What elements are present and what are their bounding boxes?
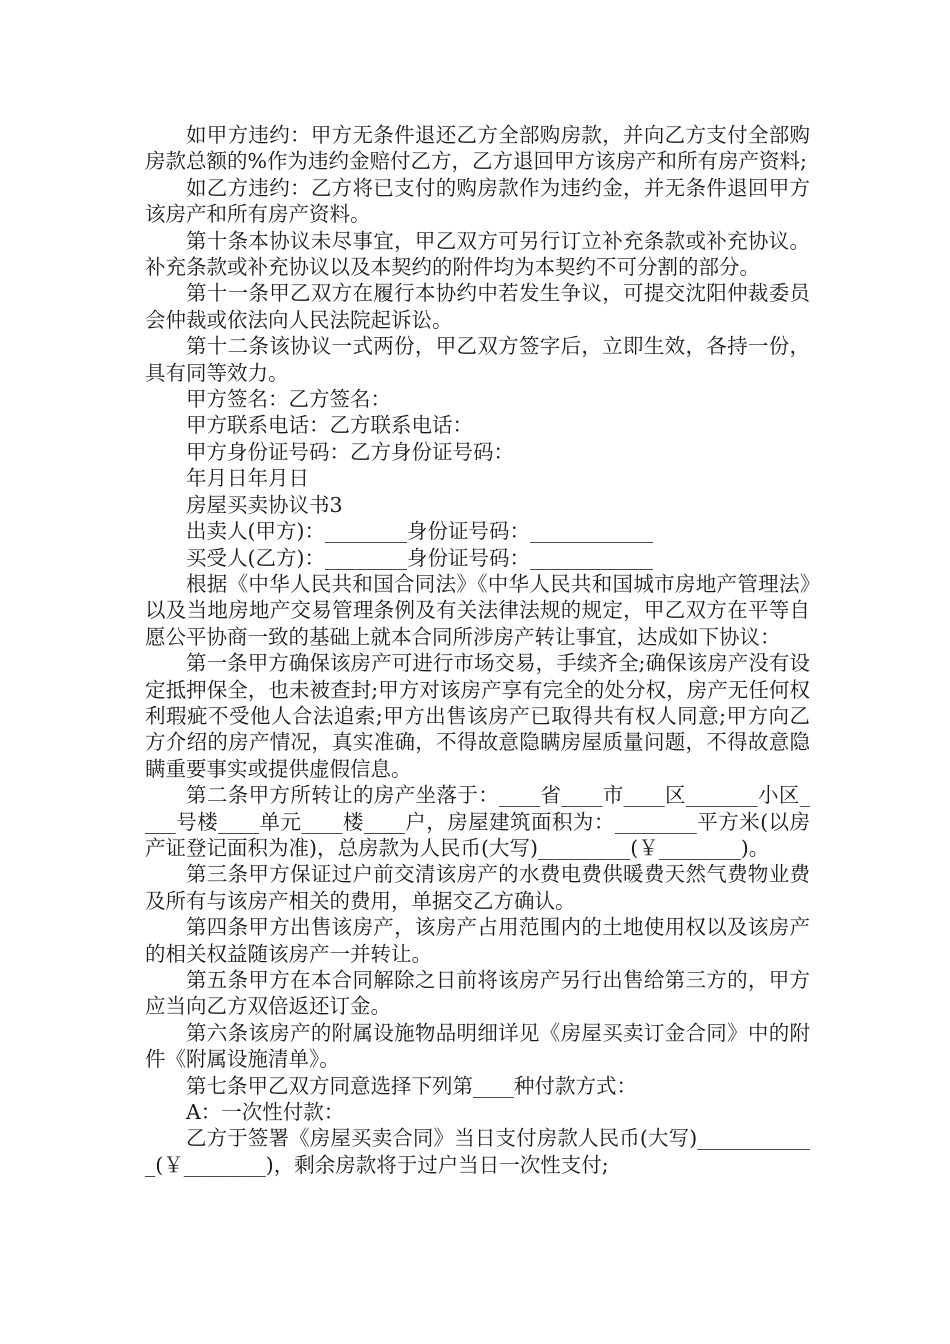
id-number-line: 甲方身份证号码：乙方身份证号码： (186, 439, 514, 464)
seller-line: 出卖人(甲方)：________身份证号码：____________ (186, 519, 653, 544)
phone-line: 甲方联系电话：乙方联系电话： (186, 413, 473, 438)
paragraph-article-10: 第十条本协议未尽事宜，甲乙双方可另行订立补充条款或补充协议。补充条款或补充协议以及本契约的附件均为本契约不可分割的部分。 (145, 228, 810, 280)
paragraph-breach-party-b: 如乙方违约：乙方将已支付的购房款作为违约金，并无条件退回甲方该房产和所有房产资料。 (145, 175, 810, 227)
paragraph-article-11: 第十一条甲乙双方在履行本协约中若发生争议，可提交沈阳仲裁委员会仲裁或依法向人民法院起诉讼。 (145, 281, 810, 332)
paragraph-preamble: 根据《中华人民共和国合同法》《中华人民共和国城市房地产管理法》以及当地房地产交易管理条例及有关法律法规的规定，甲乙双方在平等自愿公平协商一致的基础上就本合同所涉房产转让事宜，达成如下协议： (145, 571, 810, 649)
paragraph-article-1: 第一条甲方确保该房产可进行市场交易，手续齐全;确保该房产没有设定抵押保全，也未被查封;甲方对该房产享有完全的处分权，房产无任何权利瑕疵不受他人合法追索;甲方出售该房产已取得共有权人同意;甲方向乙方介绍的房产情况，真实准确，不得故意隐瞒房屋质量问题，不得故意隐瞒重要事实或提供虚假信息。 (145, 651, 810, 781)
paragraph-article-3: 第三条甲方保证过户前交清该房产的水费电费供暖费天然气费物业费及所有与该房产相关的费用，单据交乙方确认。 (145, 862, 810, 913)
buyer-line: 买受人(乙方)：________身份证号码：____________ (186, 545, 653, 570)
paragraph-article-5: 第五条甲方在本合同解除之日前将该房产另行出售给第三方的，甲方应当向乙方双倍返还订金。 (145, 968, 810, 1019)
payment-option-a: A：一次性付款： (186, 1100, 345, 1125)
paragraph-article-2: 第二条甲方所转让的房产坐落于：____省____市____区_______小区____号楼____单元____楼____户，房屋建筑面积为：________平方米(以房产证登记面积为准)，总房款为人民币(大写)_________(￥________)。 (145, 783, 810, 860)
paragraph-article-12: 第十二条该协议一式两份，甲乙双方签字后，立即生效，各持一份，具有同等效力。 (145, 334, 810, 385)
document-body (145, 122, 810, 1178)
paragraph-article-6: 第六条该房产的附属设施物品明细详见《房屋买卖订金合同》中的附件《附属设施清单》。 (145, 1020, 810, 1072)
date-line: 年月日年月日 (186, 466, 309, 491)
section-title: 房屋买卖协议书3 (186, 492, 343, 517)
payment-option-a-detail: 乙方于签署《房屋买卖合同》当日支付房款人民币(大写)____________(￥________)，剩余房款将于过户当日一次性支付; (145, 1126, 810, 1177)
paragraph-article-4: 第四条甲方出售该房产，该房产占用范围内的土地使用权以及该房产的相关权益随该房产一并转让。 (145, 915, 810, 966)
signature-line: 甲方签名：乙方签名： (186, 387, 391, 412)
paragraph-article-7: 第七条甲乙双方同意选择下列第____种付款方式： (186, 1073, 637, 1098)
paragraph-breach-party-a: 如甲方违约：甲方无条件退还乙方全部购房款，并向乙方支付全部购房款总额的%作为违约金赔付乙方，乙方退回甲方该房产和所有房产资料; (145, 123, 810, 174)
